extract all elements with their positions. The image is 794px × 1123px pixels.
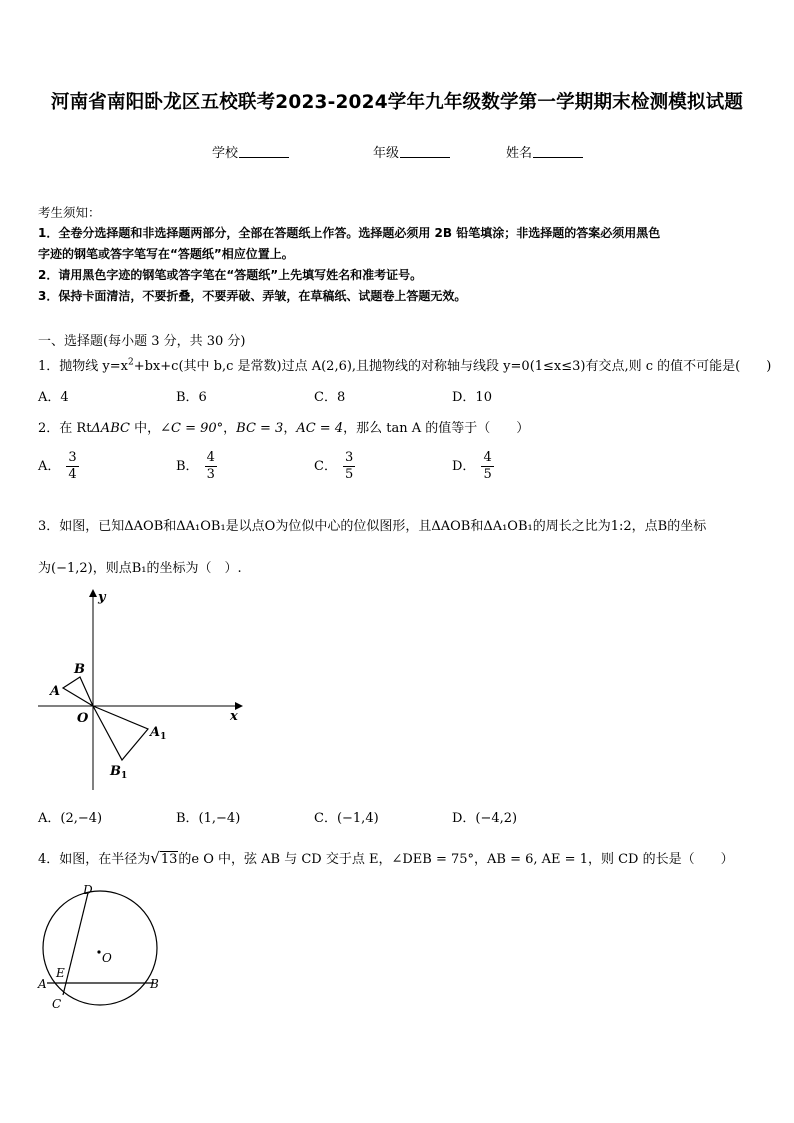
fraction-denominator: 5 [344,467,354,482]
section-heading: 一、选择题(每小题 3 分，共 30 分) [38,334,246,349]
q1-option-a[interactable]: A．4 [38,390,69,405]
q2-ac: AC = 4 [296,421,344,436]
q1-option-d[interactable]: D．10 [452,390,492,405]
school-field [212,142,289,161]
notice-line-3: 3．保持卡面清洁，不要折叠，不要弄破、弄皱，在草稿纸、试题卷上答题无效。 [38,289,467,303]
question-2 [38,417,529,436]
q1-pre: 1．抛物线 y=x [38,359,128,374]
q1-option-c[interactable]: C．8 [314,390,346,405]
page-title: 河南省南阳卧龙区五校联考2023-2024学年九年级数学第一学期期末检测模拟试题 [50,92,744,113]
q2-option-c-label: C． [314,459,337,474]
point-b-label: B [74,662,85,677]
q3-option-a[interactable]: A．(2,−4) [38,811,103,826]
q4-root: 13 [160,852,178,867]
point-a1-letter: A [150,725,161,740]
sqrt-icon: √ [150,849,160,867]
notice-line-1b: 字迹的钢笔或答字笔写在“答题纸”相应位置上。 [38,247,294,261]
fraction-numerator: 3 [344,450,354,465]
point-b-label: B [150,977,159,991]
q2-mid2: ， [223,421,237,436]
q2-mid3: ， [283,421,297,436]
q3-figure [30,585,250,790]
grade-blank[interactable] [400,145,450,158]
q3-option-c[interactable]: C．(−1,4) [314,811,379,826]
q2-angle: ∠C = 90° [160,421,224,436]
fraction-numerator: 4 [483,450,492,465]
point-b1-label [109,764,127,781]
q3-option-b[interactable]: B．(1,−4) [176,811,241,826]
q3-option-d[interactable]: D．(−4,2) [452,811,518,826]
question-3-line-2: 为(−1,2)，则点B₁的坐标为（ ）. [38,561,242,576]
point-o-label: O [102,951,112,965]
center-dot [97,950,100,953]
q2-option-a-fraction [66,450,78,483]
q2-option-a-label: A． [38,459,61,474]
point-o-label: O [77,711,89,726]
fraction-denominator: 5 [483,467,492,482]
point-e-label: E [56,966,65,980]
school-blank[interactable] [239,145,289,158]
fraction-numerator: 4 [206,450,215,465]
school-label: 学校 [212,146,239,161]
grade-field [373,142,450,161]
point-c-label: C [52,997,62,1011]
q2-option-b[interactable] [176,450,217,483]
notice-heading: 考生须知： [38,205,101,220]
circle-o [43,891,157,1005]
q4-pre: 4．如图，在半径为 [38,852,151,867]
q2-bc: BC = 3 [236,421,284,436]
fraction-denominator: 3 [206,467,215,482]
q1-post: +bx+c(其中 b,c 是常数)过点 A(2,6),且抛物线的对称轴与线段 y=0(1≤x≤3)有交点,则 c 的值不可能是( ) [133,359,772,374]
q2-pre: 2．在 Rt [38,421,92,436]
notice-line-2: 2．请用黑色字迹的钢笔或答字笔在“答题纸”上先填写姓名和准考证号。 [38,268,423,282]
point-a-label: A [38,977,47,991]
q2-option-d-label: D． [452,459,476,474]
q4-post: 的e O 中，弦 AB 与 CD 交于点 E，∠DEB = 75°，AB = 6, AE = 1，则 CD 的长是（ ） [178,852,734,867]
q2-mid1: 中， [129,421,161,436]
q2-option-a[interactable] [38,450,79,483]
point-d-label: D [83,883,93,897]
triangle-a1ob1 [93,706,148,760]
q2-option-c[interactable] [314,450,355,483]
notice-line-1a: 1．全卷分选择题和非选择题两部分，全部在答题纸上作答。选择题必须用 2B 铅笔填涂；非选择题的答案必须用黑色 [38,226,661,240]
chord-cd [63,893,88,995]
y-axis-label: y [98,590,106,605]
grade-label: 年级 [373,146,400,161]
x-axis-label: x [230,709,238,724]
q2-post: ，那么 tan A 的值等于（ ） [343,421,530,436]
question-1 [38,355,771,374]
point-a-label: A [50,684,61,699]
fraction-denominator: 4 [68,467,77,482]
point-a1-label [148,725,166,742]
question-3-line-1: 3．如图，已知ΔAOB和ΔA₁OB₁是以点O为位似中心的位似图形，且ΔAOB和ΔA₁OB₁的周长之比为1:2，点B的坐标 [38,519,707,534]
triangle-aob [63,677,93,706]
q2-option-b-label: B． [176,459,199,474]
q2-option-b-fraction [205,450,217,483]
y-axis-arrow [89,589,97,597]
point-a1-sub: 1 [160,732,167,742]
name-field [506,142,583,161]
point-b1-letter: B [110,764,121,779]
question-4 [38,848,734,867]
q1-option-b[interactable]: B．6 [176,390,207,405]
q2-option-c-fraction [343,450,355,483]
name-blank[interactable] [533,145,583,158]
q2-triangle: ΔABC [91,421,130,436]
name-label: 姓名 [506,146,533,161]
fraction-numerator: 3 [68,450,77,465]
q2-option-d[interactable] [452,450,494,483]
point-b1-sub: 1 [121,771,128,781]
q1-sup: 2 [127,357,134,368]
q2-option-d-fraction [481,450,493,483]
q4-figure [30,880,170,1015]
